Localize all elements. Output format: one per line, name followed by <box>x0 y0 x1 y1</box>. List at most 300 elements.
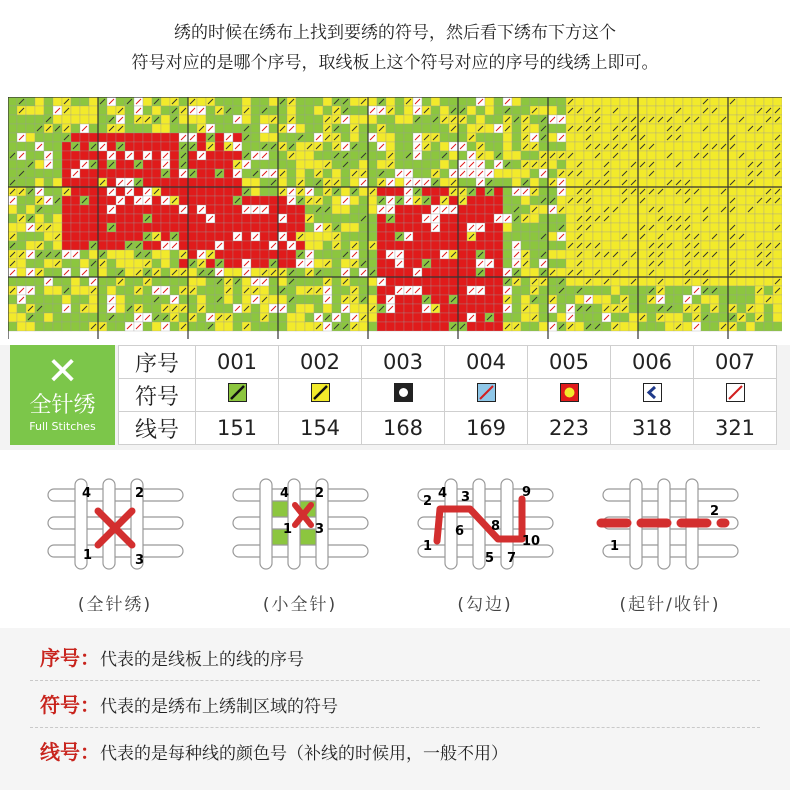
chart-cell <box>719 232 728 241</box>
chart-cell <box>170 286 179 295</box>
chart-cell <box>359 196 368 205</box>
chart-cell <box>593 169 602 178</box>
chart-cell <box>224 259 233 268</box>
chart-cell <box>422 223 431 232</box>
chart-cell <box>512 232 521 241</box>
chart-cell <box>89 115 98 124</box>
step-7: 7 <box>507 551 517 566</box>
chart-cell <box>359 187 368 196</box>
chart-cell <box>494 304 503 313</box>
thread-cell: 154 <box>279 412 362 445</box>
chart-cell <box>89 232 98 241</box>
chart-cell <box>269 214 278 223</box>
chart-cell <box>278 160 287 169</box>
chart-cell <box>494 286 503 295</box>
chart-cell <box>737 277 746 286</box>
chart-cell <box>8 313 17 322</box>
chart-cell <box>377 322 386 331</box>
chart-cell <box>287 106 296 115</box>
chart-cell <box>602 133 611 142</box>
chart-cell <box>746 115 755 124</box>
chart-cell <box>215 160 224 169</box>
chart-cell <box>431 106 440 115</box>
chart-cell <box>557 214 566 223</box>
chart-cell <box>548 250 557 259</box>
chart-cell <box>188 304 197 313</box>
chart-cell <box>458 214 467 223</box>
chart-cell <box>377 187 386 196</box>
chart-cell <box>188 205 197 214</box>
chart-cell <box>125 295 134 304</box>
chart-cell <box>44 142 53 151</box>
chart-cell <box>692 124 701 133</box>
chart-cell <box>278 313 287 322</box>
chart-cell <box>539 142 548 151</box>
chart-cell <box>656 160 665 169</box>
chart-cell <box>773 178 782 187</box>
chart-cell <box>224 268 233 277</box>
chart-cell <box>674 304 683 313</box>
chart-cell <box>179 187 188 196</box>
chart-cell <box>440 313 449 322</box>
chart-cell <box>107 286 116 295</box>
chart-cell <box>566 223 575 232</box>
chart-cell <box>440 295 449 304</box>
chart-cell <box>296 115 305 124</box>
chart-cell <box>98 286 107 295</box>
chart-cell <box>80 295 89 304</box>
badge-title: 全针绣 <box>29 393 96 418</box>
chart-cell <box>386 286 395 295</box>
chart-cell <box>278 277 287 286</box>
chart-cell <box>215 322 224 331</box>
chart-cell <box>341 232 350 241</box>
chart-cell <box>557 250 566 259</box>
step-3: 3 <box>461 490 471 505</box>
chart-cell <box>269 295 278 304</box>
chart-cell <box>233 313 242 322</box>
chart-cell <box>719 124 728 133</box>
chart-cell <box>449 259 458 268</box>
chart-cell <box>611 196 620 205</box>
chart-cell <box>206 304 215 313</box>
chart-cell <box>611 115 620 124</box>
chart-cell <box>764 232 773 241</box>
step-1: 1 <box>283 522 293 537</box>
chart-cell <box>710 241 719 250</box>
chart-cell <box>350 205 359 214</box>
chart-cell <box>125 250 134 259</box>
chart-cell <box>764 133 773 142</box>
chart-cell <box>269 223 278 232</box>
chart-cell <box>296 277 305 286</box>
chart-cell <box>548 160 557 169</box>
chart-cell <box>332 160 341 169</box>
chart-cell <box>755 232 764 241</box>
chart-cell <box>440 259 449 268</box>
chart-cell <box>674 286 683 295</box>
chart-cell <box>44 295 53 304</box>
chart-cell <box>584 169 593 178</box>
yellow-circle-on-red-icon <box>560 383 579 402</box>
chart-cell <box>485 160 494 169</box>
chart-cell <box>575 205 584 214</box>
chart-cell <box>62 178 71 187</box>
chart-cell <box>413 295 422 304</box>
chart-cell <box>188 214 197 223</box>
chart-cell <box>26 106 35 115</box>
chart-cell <box>449 241 458 250</box>
chart-cell <box>656 106 665 115</box>
chart-cell <box>44 187 53 196</box>
chart-cell <box>431 97 440 106</box>
chart-cell <box>26 196 35 205</box>
chart-cell <box>251 160 260 169</box>
chart-cell <box>35 160 44 169</box>
chart-cell <box>224 223 233 232</box>
chart-cell <box>125 160 134 169</box>
chart-cell <box>125 259 134 268</box>
diag-red-on-white-icon <box>726 383 745 402</box>
chart-cell <box>755 178 764 187</box>
chart-cell <box>539 178 548 187</box>
chart-cell <box>89 97 98 106</box>
chart-cell <box>440 214 449 223</box>
chart-cell <box>521 241 530 250</box>
chart-cell <box>197 277 206 286</box>
chart-cell <box>485 214 494 223</box>
chart-cell <box>350 214 359 223</box>
chart-cell <box>224 151 233 160</box>
chart-cell <box>242 250 251 259</box>
chart-cell <box>467 250 476 259</box>
chart-cell <box>350 97 359 106</box>
chart-cell <box>71 97 80 106</box>
chart-cell <box>494 187 503 196</box>
chart-cell <box>521 286 530 295</box>
chart-cell <box>494 313 503 322</box>
chart-cell <box>710 196 719 205</box>
chart-cell <box>197 286 206 295</box>
chart-cell <box>125 169 134 178</box>
chart-cell <box>170 187 179 196</box>
chart-cell <box>179 178 188 187</box>
chart-cell <box>620 322 629 331</box>
chart-cell <box>611 295 620 304</box>
chart-cell <box>422 124 431 133</box>
chart-cell <box>359 232 368 241</box>
chart-cell <box>179 115 188 124</box>
chart-cell <box>305 97 314 106</box>
chart-cell <box>701 259 710 268</box>
chart-cell <box>359 115 368 124</box>
chart-cell <box>98 304 107 313</box>
chart-cell <box>485 115 494 124</box>
step-5: 5 <box>485 551 495 566</box>
chart-cell <box>314 295 323 304</box>
chart-cell <box>188 124 197 133</box>
chart-cell <box>494 295 503 304</box>
chart-cell <box>539 313 548 322</box>
chart-cell <box>530 250 539 259</box>
chart-cell <box>341 205 350 214</box>
chart-cell <box>647 196 656 205</box>
chart-cell <box>503 142 512 151</box>
chart-cell <box>17 223 26 232</box>
chart-cell <box>116 232 125 241</box>
chart-cell <box>467 97 476 106</box>
thread-cell: 169 <box>445 412 528 445</box>
chart-cell <box>152 133 161 142</box>
chart-cell <box>179 223 188 232</box>
chart-cell <box>503 169 512 178</box>
chart-cell <box>233 214 242 223</box>
chart-cell <box>35 322 44 331</box>
chart-cell <box>647 322 656 331</box>
chart-cell <box>134 277 143 286</box>
chart-cell <box>224 124 233 133</box>
chart-cell <box>215 142 224 151</box>
chart-cell <box>305 115 314 124</box>
chart-cell <box>521 313 530 322</box>
chart-cell <box>188 295 197 304</box>
chart-cell <box>548 187 557 196</box>
chart-cell <box>8 304 17 313</box>
chart-cell <box>8 322 17 331</box>
chart-cell <box>71 295 80 304</box>
chart-cell <box>287 313 296 322</box>
symbol-row <box>119 379 777 412</box>
chart-cell <box>611 169 620 178</box>
index-cell: 003 <box>362 346 445 379</box>
chart-cell <box>611 223 620 232</box>
chart-cell <box>611 241 620 250</box>
chart-cell <box>287 169 296 178</box>
chart-cell <box>746 322 755 331</box>
chart-cell <box>89 169 98 178</box>
chart-cell <box>764 160 773 169</box>
chart-cell <box>251 250 260 259</box>
chart-cell <box>476 133 485 142</box>
chart-cell <box>647 178 656 187</box>
chart-cell <box>80 151 89 160</box>
chart-cell <box>593 196 602 205</box>
chart-cell <box>287 250 296 259</box>
chart-cell <box>692 97 701 106</box>
chart-cell <box>701 169 710 178</box>
chart-cell <box>260 322 269 331</box>
chart-cell <box>152 196 161 205</box>
chart-cell <box>683 322 692 331</box>
chart-cell <box>287 259 296 268</box>
chart-cell <box>602 259 611 268</box>
chart-cell <box>80 250 89 259</box>
chart-cell <box>692 160 701 169</box>
chart-cell <box>476 214 485 223</box>
chart-cell <box>161 97 170 106</box>
chart-cell <box>584 286 593 295</box>
chart-cell <box>719 277 728 286</box>
chart-cell <box>251 241 260 250</box>
chart-cell <box>422 97 431 106</box>
chart-cell <box>269 106 278 115</box>
chart-cell <box>593 205 602 214</box>
chart-cell <box>278 133 287 142</box>
chart-cell <box>143 133 152 142</box>
chart-cell <box>116 286 125 295</box>
chart-cell <box>728 151 737 160</box>
chart-cell <box>395 115 404 124</box>
chart-cell <box>665 106 674 115</box>
chart-cell <box>287 232 296 241</box>
chart-cell <box>620 106 629 115</box>
chart-cell <box>485 286 494 295</box>
chart-cell <box>755 277 764 286</box>
chart-cell <box>134 232 143 241</box>
chart-cell <box>251 259 260 268</box>
chart-cell <box>701 241 710 250</box>
chart-cell <box>215 214 224 223</box>
chart-cell <box>305 322 314 331</box>
chart-cell <box>134 142 143 151</box>
chart-cell <box>422 277 431 286</box>
chart-cell <box>53 178 62 187</box>
chart-cell <box>746 223 755 232</box>
chart-cell <box>386 259 395 268</box>
chart-cell <box>458 124 467 133</box>
chart-cell <box>539 286 548 295</box>
chart-cell <box>71 196 80 205</box>
caption-start-finish: (起针/收针) <box>619 595 721 615</box>
chart-cell <box>98 196 107 205</box>
chart-cell <box>53 205 62 214</box>
chart-cell <box>593 133 602 142</box>
chart-cell <box>485 322 494 331</box>
chart-cell <box>332 277 341 286</box>
chart-cell <box>737 322 746 331</box>
chart-cell <box>143 169 152 178</box>
chart-cell <box>107 133 116 142</box>
chart-cell <box>503 259 512 268</box>
chart-cell <box>764 214 773 223</box>
chart-cell <box>89 223 98 232</box>
chart-cell <box>701 232 710 241</box>
chart-cell <box>359 286 368 295</box>
chart-cell <box>395 133 404 142</box>
chart-cell <box>62 196 71 205</box>
chart-cell <box>98 115 107 124</box>
chart-cell <box>485 223 494 232</box>
diag-black-on-green-icon <box>228 383 247 402</box>
chart-cell <box>260 196 269 205</box>
chart-cell <box>575 133 584 142</box>
chart-cell <box>764 268 773 277</box>
chart-cell <box>485 268 494 277</box>
chart-cell <box>656 124 665 133</box>
chart-cell <box>719 214 728 223</box>
chart-cell <box>143 295 152 304</box>
chart-cell <box>647 151 656 160</box>
chart-cell <box>368 196 377 205</box>
chart-cell <box>467 268 476 277</box>
chart-cell <box>665 250 674 259</box>
chart-cell <box>116 169 125 178</box>
chart-cell <box>89 124 98 133</box>
chart-cell <box>80 97 89 106</box>
chart-cell <box>728 295 737 304</box>
chart-cell <box>26 142 35 151</box>
chart-cell <box>440 286 449 295</box>
chart-cell <box>26 241 35 250</box>
chart-cell <box>512 178 521 187</box>
chart-cell <box>377 286 386 295</box>
chart-cell <box>692 277 701 286</box>
chart-cell <box>233 187 242 196</box>
chart-cell <box>764 178 773 187</box>
chart-cell <box>629 214 638 223</box>
chart-cell <box>125 124 134 133</box>
chart-cell <box>602 196 611 205</box>
chart-cell <box>728 277 737 286</box>
chart-cell <box>35 106 44 115</box>
chart-cell <box>215 232 224 241</box>
chart-cell <box>620 268 629 277</box>
chart-cell <box>719 160 728 169</box>
chart-cell <box>701 178 710 187</box>
chart-cell <box>737 304 746 313</box>
chart-cell <box>242 223 251 232</box>
chart-cell <box>413 169 422 178</box>
chart-cell <box>53 133 62 142</box>
definition-index <box>40 643 304 675</box>
chart-cell <box>395 187 404 196</box>
chart-cell <box>467 142 476 151</box>
chart-cell <box>557 124 566 133</box>
chart-cell <box>251 178 260 187</box>
chart-cell <box>521 196 530 205</box>
chart-cell <box>368 142 377 151</box>
step-10: 10 <box>522 534 541 549</box>
chart-cell <box>737 241 746 250</box>
chart-cell <box>71 187 80 196</box>
intro-text <box>0 18 790 78</box>
chart-cell <box>737 169 746 178</box>
chart-cell <box>125 115 134 124</box>
chart-cell <box>503 250 512 259</box>
chart-cell <box>395 142 404 151</box>
chart-cell <box>485 106 494 115</box>
chart-cell <box>512 304 521 313</box>
chart-cell <box>485 196 494 205</box>
chart-cell <box>161 178 170 187</box>
chart-cell <box>89 187 98 196</box>
chart-cell <box>287 322 296 331</box>
chart-cell <box>629 232 638 241</box>
chart-cell <box>8 160 17 169</box>
chart-cell <box>71 232 80 241</box>
chart-cell <box>755 151 764 160</box>
chart-cell <box>125 196 134 205</box>
chart-cell <box>296 151 305 160</box>
chart-cell <box>287 286 296 295</box>
chart-cell <box>530 178 539 187</box>
chart-cell <box>44 313 53 322</box>
chart-cell <box>413 250 422 259</box>
chart-cell <box>197 313 206 322</box>
chart-cell <box>224 97 233 106</box>
chart-cell <box>260 304 269 313</box>
chart-cell <box>161 277 170 286</box>
